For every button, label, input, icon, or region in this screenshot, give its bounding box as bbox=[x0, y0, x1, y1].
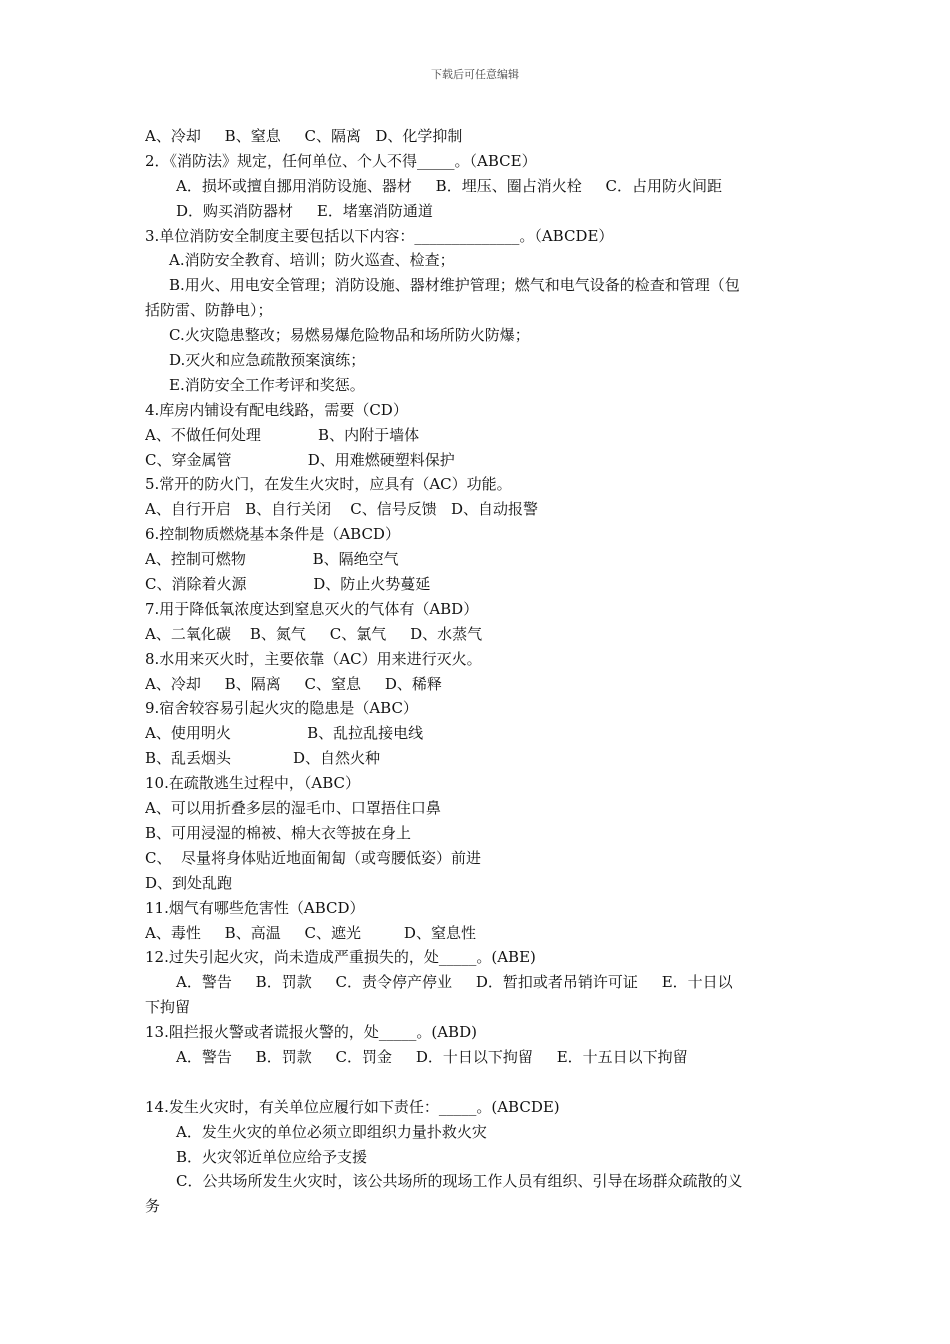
text-line: 11.烟气有哪些危害性（ABCD） bbox=[145, 898, 365, 917]
text-line: 2．《消防法》规定，任何单位、个人不得_____。（ABCE） bbox=[145, 151, 537, 170]
text-line: 12.过失引起火灾，尚未造成严重损失的，处_____。(ABE) bbox=[145, 948, 536, 967]
text-line: B、乱丢烟头 D、自然火种 bbox=[145, 749, 381, 768]
text-line: A、冷却 B、窒息 C、隔离 D、化学抑制 bbox=[145, 127, 463, 145]
text-line: C、消除着火源 D、防止火势蔓延 bbox=[145, 575, 431, 594]
text-line: C、穿金属管 D、用难燃硬塑料保护 bbox=[145, 450, 455, 469]
text-line: D.灭火和应急疏散预案演练； bbox=[169, 351, 366, 370]
text-line: 7.用于降低氧浓度达到窒息灭火的气体有（ABD） bbox=[145, 599, 479, 618]
text-line: A、二氧化碳 B、氮气 C、氯气 D、水蒸气 bbox=[145, 624, 483, 643]
text-line: D、到处乱跑 bbox=[145, 873, 233, 892]
text-line: 8.水用来灭火时，主要依靠（AC）用来进行灭火。 bbox=[145, 649, 482, 668]
text-line: A．损坏或擅自挪用消防设施、器材 B．埋压、圈占消火栓 C．占用防火间距 bbox=[176, 176, 723, 195]
text-line: B．火灾邻近单位应给予支援 bbox=[176, 1147, 368, 1166]
text-line: A．警告 B．罚款 C．责令停产停业 D．暂扣或者吊销许可证 E．十日以 bbox=[176, 973, 733, 992]
text-line: A．警告 B．罚款 C．罚金 D．十日以下拘留 E．十五日以下拘留 bbox=[176, 1047, 688, 1066]
text-line: 9.宿舍较容易引起火灾的隐患是（ABC） bbox=[145, 699, 418, 718]
text-line: A、不做任何处理 B、内附于墙体 bbox=[145, 425, 420, 444]
text-line: 14.发生火灾时，有关单位应履行如下责任：_____。(ABCDE) bbox=[145, 1097, 560, 1116]
text-line: 5.常开的防火门，在发生火灾时，应具有（AC）功能。 bbox=[145, 475, 512, 494]
text-line: 3.单位消防安全制度主要包括以下内容：______________。（ABCDE） bbox=[145, 226, 614, 245]
text-line: A．发生火灾的单位必须立即组织力量扑救火灾 bbox=[176, 1122, 487, 1141]
text-line: A、可以用折叠多层的湿毛巾、口罩捂住口鼻 bbox=[145, 799, 441, 818]
document-body bbox=[145, 124, 815, 1219]
text-line: C、 尽量将身体贴近地面匍匐（或弯腰低姿）前进 bbox=[145, 848, 482, 867]
text-line: C．公共场所发生火灾时，该公共场所的现场工作人员有组织、引导在场群众疏散的义 bbox=[176, 1172, 743, 1191]
text-line: A.消防安全教育、培训；防火巡查、检查； bbox=[169, 251, 455, 270]
text-line: E.消防安全工作考评和奖惩。 bbox=[169, 375, 365, 394]
text-line: B、可用浸湿的棉被、棉大衣等披在身上 bbox=[145, 823, 412, 842]
text-line: A、冷却 B、隔离 C、窒息 D、稀释 bbox=[145, 674, 442, 693]
text-line bbox=[145, 1070, 815, 1095]
text-line: 4.库房内铺设有配电线路，需要（CD） bbox=[145, 400, 408, 419]
text-line: A、自行开启 B、自行关闭 C、信号反馈 D、自动报警 bbox=[145, 500, 539, 519]
text-line: 务 bbox=[145, 1197, 161, 1216]
text-line: A、毒性 B、高温 C、遮光 D、窒息性 bbox=[145, 923, 476, 942]
text-line: C.火灾隐患整改；易燃易爆危险物品和场所防火防爆； bbox=[169, 326, 530, 345]
page-header: 下载后可任意编辑 bbox=[431, 68, 519, 81]
text-line: 下拘留 bbox=[145, 998, 191, 1017]
text-line: 括防雷、防静电）； bbox=[145, 301, 273, 320]
text-line: A、控制可燃物 B、隔绝空气 bbox=[145, 550, 399, 569]
text-line: 13.阻拦报火警或者谎报火警的，处_____。(ABD) bbox=[145, 1023, 477, 1042]
text-line: 10.在疏散逃生过程中，（ABC） bbox=[145, 774, 360, 793]
text-line: A、使用明火 B、乱拉乱接电线 bbox=[145, 724, 424, 743]
text-line: B.用火、用电安全管理；消防设施、器材维护管理；燃气和电气设备的检查和管理（包 bbox=[169, 276, 740, 295]
text-line: 6.控制物质燃烧基本条件是（ABCD） bbox=[145, 525, 400, 544]
text-line: D．购买消防器材 E．堵塞消防通道 bbox=[176, 201, 433, 220]
